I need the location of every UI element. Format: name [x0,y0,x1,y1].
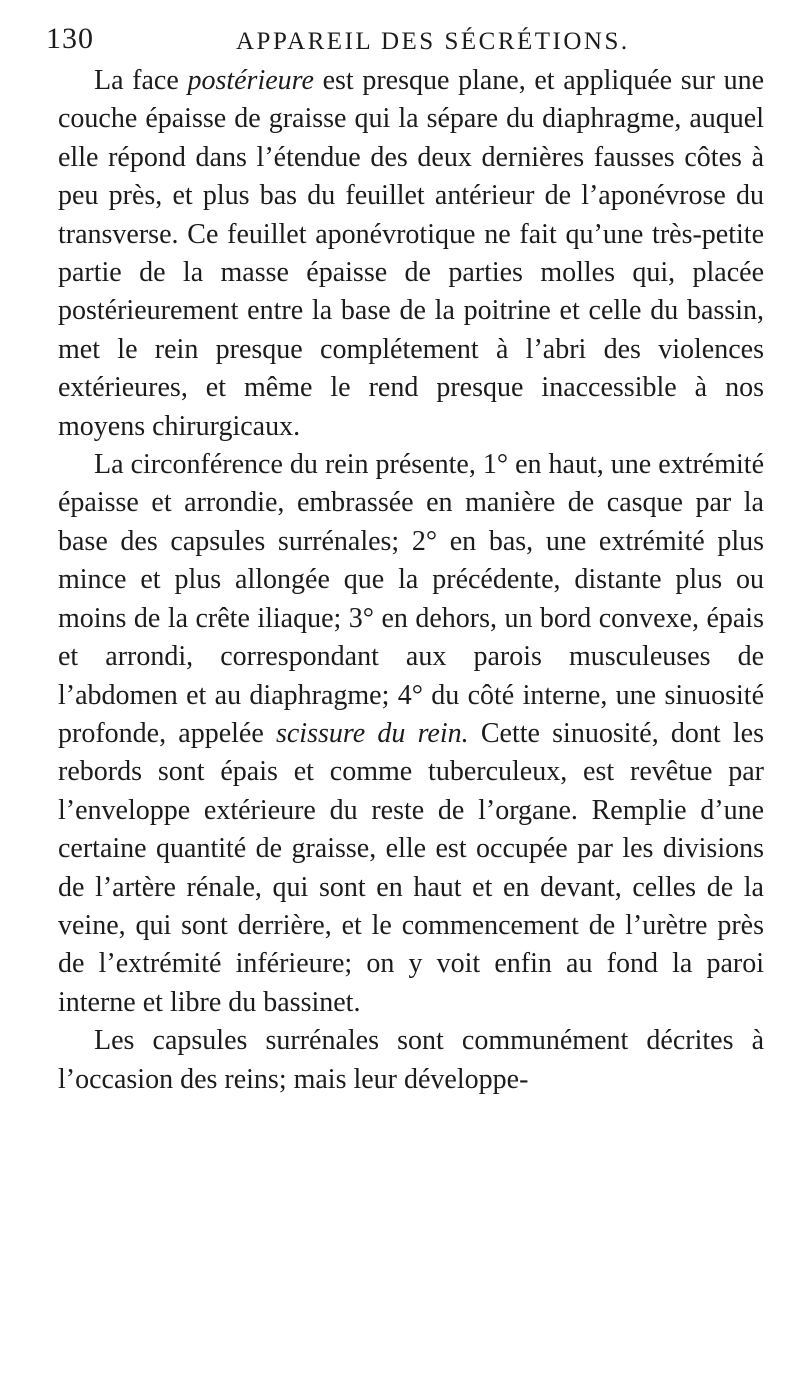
running-header [46,14,756,66]
text-span: Les capsules surrénales sont communément décrites à l’occasion des reins; mais leur développe- [58,1025,764,1095]
body-text [58,62,764,1099]
text-span: La circonférence du rein présente, 1° en haut, une extrémité épaisse et arrondie, embrassée en manière de casque par la base des capsules surrénales; 2° en bas, une extrémité plus mince et plus allongée que la précédente, distante plus ou moins de la crête iliaque; 3° en dehors, un bord convexe, épais et arrondi, correspondant aux parois musculeuses de l’abdomen et au diaphragme; 4° du côté interne, une sinuosité profonde, appelée [58,449,764,749]
text-span: La face [94,65,188,96]
text-span: Cette sinuosité, dont les rebords sont épais et comme tuberculeux, est revêtue par l’enveloppe extérieure du reste de l’organe. Remplie d’une certaine quantité de graisse, elle est occupée par les divisions de l’artère rénale, qui sont en haut et en devant, celles de la veine, qui sont derrière, et le commencement de l’urètre près de l’extrémité inférieure; on y voit enfin au fond la paroi interne et libre du bassinet. [58,717,764,1018]
paragraph-capsules-surrenales [58,1022,764,1099]
paragraph-posterior-face [58,62,764,446]
italic-term-posterieure: postérieure [187,65,314,96]
page-number: 130 [46,22,94,55]
text-span: est presque plane, et appliquée sur une couche épaisse de graisse qui la sépare du diaphragme, auquel elle répond dans l’étendue des deux dernières fausses côtes à peu près, et plus bas du feuillet antérieur de l’aponévrose du transverse. Ce feuillet aponévrotique ne fait qu’une très-petite partie de la masse épaisse de parties molles qui, placée postérieurement entre la base de la poitrine et celle du bassin, met le rein presque complétement à l’abri des violences extérieures, et même le rend presque inaccessible à nos moyens chirurgicaux. [58,65,764,442]
paragraph-circumference [58,446,764,1022]
italic-term-scissure-du-rein: scissure du rein. [275,717,469,749]
running-title: APPAREIL DES SÉCRÉTIONS. [236,28,630,55]
